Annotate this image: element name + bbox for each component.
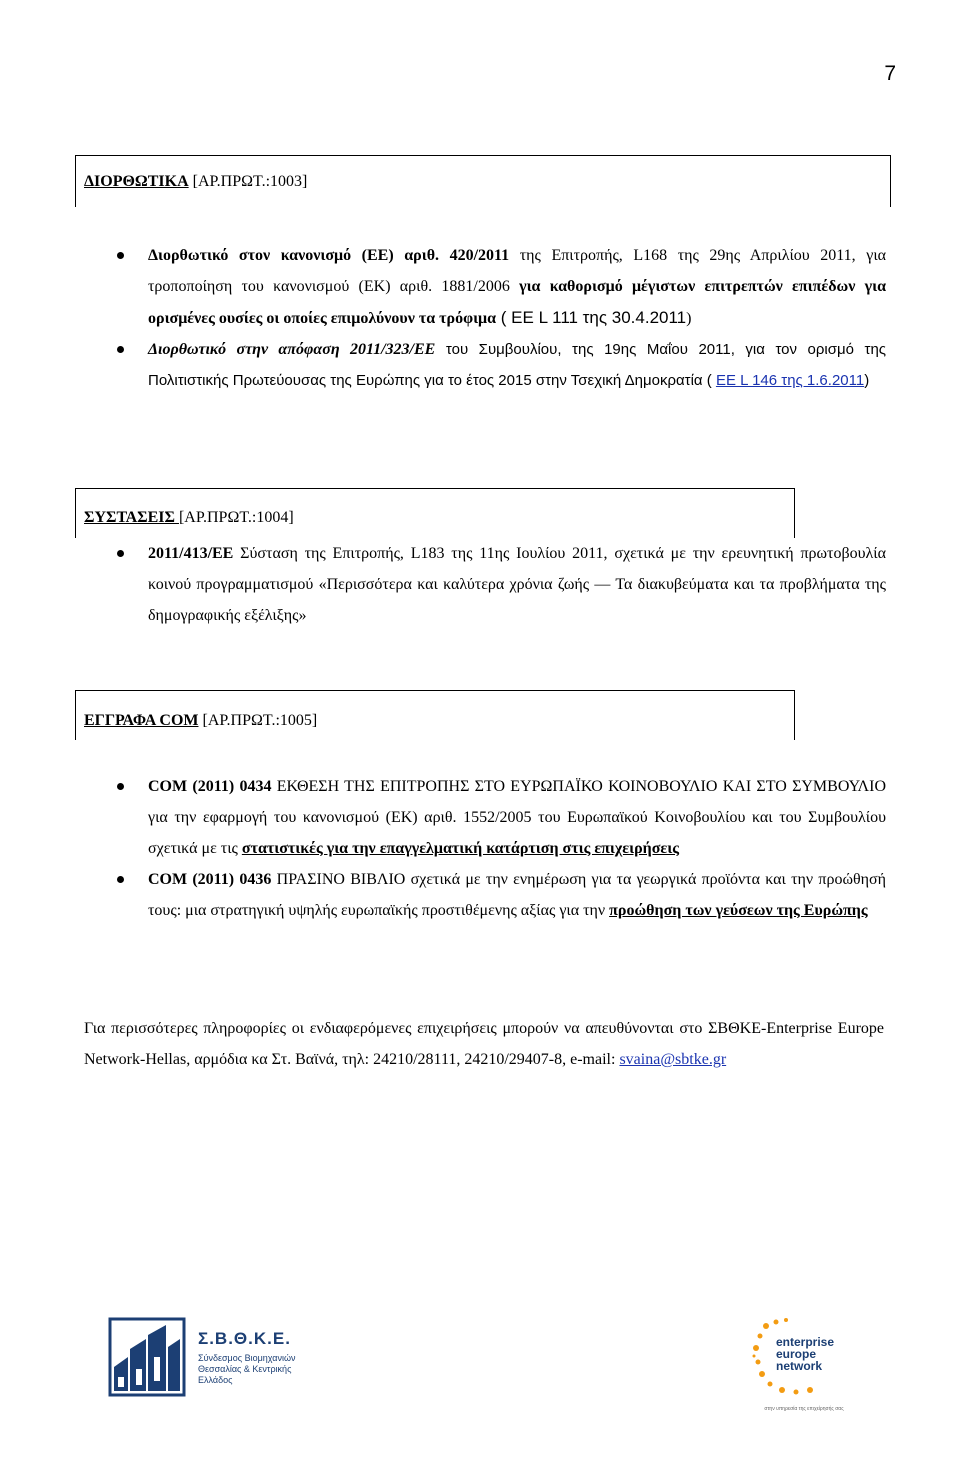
sbvke-emblem-icon [108,1317,186,1397]
list-item [117,538,886,631]
item-bold: COM (2011) 0436 [148,871,272,888]
section-title-eggrafa [84,711,317,731]
eggrafa-list [117,771,886,926]
sbvke-subtitle: Σύνδεσμος Βιομηχανιών Θεσσαλίας & Κεντρικής Ελλάδος [198,1353,296,1385]
item-text: ( [496,308,512,327]
contact-paragraph [84,1013,884,1075]
item-bold-underlined: προώθηση των γεύσεων της Ευρώπης [609,902,868,919]
een-line3: network [776,1359,823,1373]
een-tagline: στην υπηρεσία της επιχείρησής σας [764,1406,844,1412]
item-text: ) [864,372,870,389]
een-line1: enterprise [776,1335,835,1349]
item-bold: Διορθωτικό στον κανονισμό (ΕΕ) αριθ. 420/2011 [148,247,510,264]
item-text: Σύσταση της Επιτροπής, L183 της 11ης Ιουλίου 2011, σχετικά με την ερευνητική πρωτοβουλία κοινού προγραμματισμού «Περισσότερα και καλύτερα χρόνια ζωής — Τα διακυβεύματα και τα προβλήματα της δημογραφικής εξέλιξης» [148,545,886,624]
diorthotika-list [117,240,886,396]
item-text: ΕΚΘΕΣΗ ΤΗΣ ΕΠΙΤΡΟΠΗΣ ΣΤΟ ΕΥΡΩΠΑΪΚΟ ΚΟΙΝΟΒΟΥΛΙΟ ΚΑΙ ΣΤΟ ΣΥΜΒΟΥΛΙΟ για την εφαρμογή του κανονισμού (ΕΚ) αριθ. 1552/2005 του Ευρωπαϊκού Κοινοβουλίου και του Συμβουλίου σχετικά με τις [148,778,887,857]
item-text: ) [686,310,692,327]
item-text: της Επιτροπής, L168 της 29ης Απριλίου 2011, για τροποποίηση του κανονισμού (ΕΚ) αριθ. 1881/2006 [148,247,887,295]
item-bold: 2011/413/ΕΕ [148,545,234,562]
section-title-diorthotika [84,172,307,192]
een-line2: europe [776,1347,817,1361]
section-title-bold: ΣΥΣΤΑΣΕΙΣ [84,509,179,526]
bullet-icon [117,346,124,353]
list-item [117,240,886,334]
een-wordmark [776,1336,834,1372]
section-title-systaseis [84,508,294,528]
item-bold: COM (2011) 0434 [148,778,272,795]
sbvke-logo [108,1317,328,1397]
list-item [117,864,886,926]
section-title-bold: ΕΓΓΡΑΦΑ COM [84,712,199,729]
section-title-ref: [ΑΡ.ΠΡΩΤ.:1003] [188,173,308,190]
section-title-ref: [ΑΡ.ΠΡΩΤ.:1004] [178,509,294,526]
email-link[interactable]: svaina@sbtke.gr [619,1051,727,1068]
bullet-icon [117,876,124,883]
page-number: 7 [884,62,896,85]
item-text: ΠΡΑΣΙΝΟ ΒΙΒΛΙΟ σχετικά με την ενημέρωση για τα γεωργικά προϊόντα και την προώθησή τους: μια στρατηγική υψηλής ευρωπαϊκής προστιθέμενης αξίας για την [148,871,887,919]
list-item [117,771,886,864]
item-bold: για καθορισμό μέγιστων επιτρεπτών επιπέδων για ορισμένες ουσίες οι οποίες επιμολύνουν τα τρόφιμα [148,278,886,327]
item-text: του Συμβουλίου, της 19ης Μαΐου 2011, για τον ορισμό της Πολιτιστικής Πρωτεύουσας της Ευρώπης για το έτος 2015 στην Τσεχική Δημοκρατία ( [148,341,887,389]
sbvke-title: Σ.Β.Θ.Κ.Ε. [198,1329,291,1348]
systaseis-list [117,538,886,631]
item-bold: Διορθωτικό στην απόφαση 2011/323/ΕΕ [148,341,436,358]
bullet-icon [117,550,124,557]
item-bold-underlined: στατιστικές για την επαγγελματική κατάρτιση στις επιχειρήσεις [241,840,679,857]
bullet-icon [117,252,124,259]
contact-text: Για περισσότερες πληροφορίες οι ενδιαφερόμενες επιχειρήσεις μπορούν να απευθύνονται στο ΣΒΘΚΕ-Enterprise Europe Network-Hellas, αρμόδια κα Στ. Βαϊνά, τηλ: 24210/28111, 24210/29407-8, e-mail: [84,1020,884,1068]
item-reference-link[interactable]: ΕΕ L 146 της 1.6.2011 [715,372,865,389]
item-reference: ΕΕ L 111 της 30.4.2011 [511,308,687,327]
section-title-bold: ΔΙΟΡΘΩΤΙΚΑ [84,173,189,190]
list-item [117,334,886,396]
bullet-icon [117,783,124,790]
section-title-ref: [ΑΡ.ΠΡΩΤ.:1005] [198,712,318,729]
een-logo [752,1318,856,1418]
